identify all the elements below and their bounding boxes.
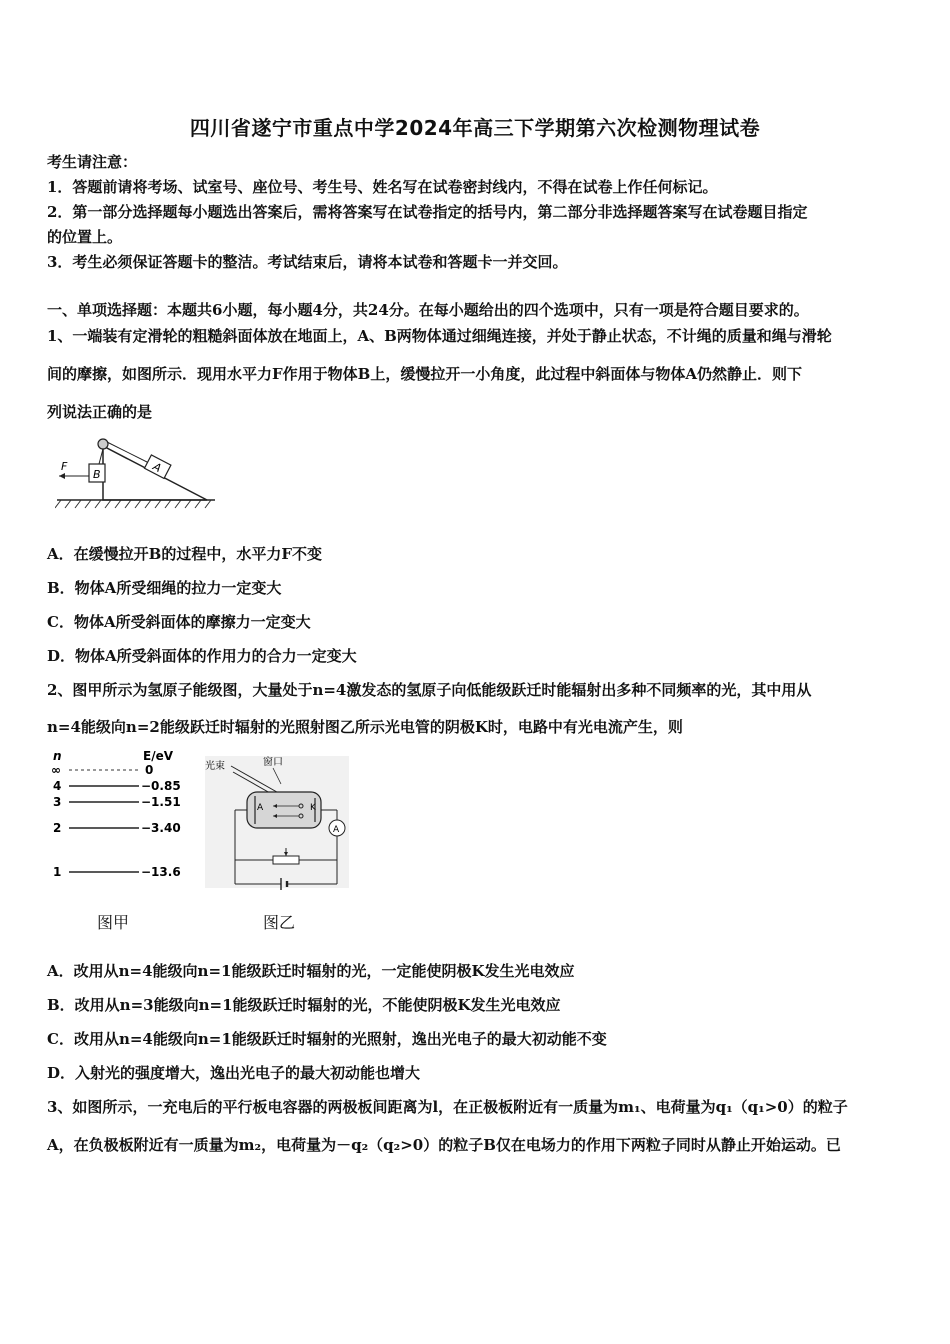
level-n: ∞ <box>51 763 61 777</box>
level-energy: 0 <box>145 763 154 777</box>
notice-item: 1．答题前请将考场、试室号、座位号、考生号、姓名写在试卷密封线内，不得在试卷上作任何标记。 <box>47 178 718 196</box>
q2-option-d: D．入射光的强度增大，逸出光电子的最大初动能也增大 <box>47 1064 421 1082</box>
level-n: 1 <box>53 865 62 879</box>
section-heading: 一、单项选择题：本题共6小题，每小题4分，共24分。在每小题给出的四个选项中，只有一项是符合题目要求的。 <box>47 301 809 319</box>
question-2-text: n=4能级向n=2能级跃迁时辐射的光照射图乙所示光电管的阴极K时，电路中有光电流产生，则 <box>47 718 683 736</box>
level-energy: −3.40 <box>141 821 181 835</box>
question-1-text: 间的摩擦，如图所示．现用水平力F作用于物体B上，缓慢拉开一小角度，此过程中斜面体与物体A仍然静止．则下 <box>47 365 802 383</box>
level-energy: −1.51 <box>141 795 181 809</box>
level-energy: −0.85 <box>141 779 181 793</box>
block-a-label: A <box>150 459 164 475</box>
q1-option-a: A．在缓慢拉开B的过程中，水平力F不变 <box>47 545 322 563</box>
energy-level-diagram <box>47 748 197 888</box>
notice-item: 的位置上。 <box>47 228 123 246</box>
incline-pulley-figure <box>55 434 220 514</box>
n-header: n <box>53 749 62 763</box>
q2-option-c: C．改用从n=4能级向n=1能级跃迁时辐射的光照射，逸出光电子的最大初动能不变 <box>47 1030 607 1048</box>
figure-caption-a: 图甲 <box>97 913 130 932</box>
notice-heading: 考生请注意： <box>47 153 138 171</box>
q2-option-a: A．改用从n=4能级向n=1能级跃迁时辐射的光，一定能使阴极K发生光电效应 <box>47 962 575 980</box>
level-n: 3 <box>53 795 62 809</box>
figure-caption-b: 图乙 <box>263 913 296 932</box>
level-energy: −13.6 <box>141 865 181 879</box>
question-1-text: 1、一端装有定滑轮的粗糙斜面体放在地面上，A、B两物体通过细绳连接，并处于静止状态，不计绳的质量和绳与滑轮 <box>47 327 832 345</box>
ammeter-label: A <box>333 825 340 835</box>
block-b-label: B <box>93 468 101 481</box>
q1-option-d: D．物体A所受斜面体的作用力的合力一定变大 <box>47 647 357 665</box>
q1-option-b: B．物体A所受细绳的拉力一定变大 <box>47 579 282 597</box>
energy-header: E/eV <box>143 749 174 763</box>
light-beam-label: 光束 <box>205 761 225 772</box>
anode-label: A <box>257 803 264 813</box>
level-n: 2 <box>53 821 62 835</box>
q2-option-b: B．改用从n=3能级向n=1能级跃迁时辐射的光，不能使阴极K发生光电效应 <box>47 996 561 1014</box>
question-1-text: 列说法正确的是 <box>47 403 153 421</box>
cathode-label: K <box>310 803 316 813</box>
page-title: 四川省遂宁市重点中学2024年高三下学期第六次检测物理试卷 <box>189 116 761 140</box>
notice-item: 2．第一部分选择题每小题选出答案后，需将答案写在试卷指定的括号内，第二部分非选择题答案写在试卷题目指定 <box>47 203 808 221</box>
force-label: F <box>61 460 68 473</box>
question-3-text: 3、如图所示，一充电后的平行板电容器的两极板间距离为l，在正极板附近有一质量为m₁、电荷量为q₁（q₁>0）的粒子 <box>47 1098 848 1116</box>
window-label: 窗口 <box>263 757 283 768</box>
level-n: 4 <box>53 779 62 793</box>
notice-item: 3．考生必须保证答题卡的整洁。考试结束后，请将本试卷和答题卡一并交回。 <box>47 253 568 271</box>
question-3-text: A，在负极板附近有一质量为m₂，电荷量为－q₂（q₂>0）的粒子B仅在电场力的作用下两粒子同时从静止开始运动。已 <box>47 1136 841 1154</box>
phototube-circuit-diagram <box>203 752 353 892</box>
q1-option-c: C．物体A所受斜面体的摩擦力一定变大 <box>47 613 311 631</box>
question-2-text: 2、图甲所示为氢原子能级图，大量处于n=4激发态的氢原子向低能级跃迁时能辐射出多种不同频率的光，其中用从 <box>47 681 812 699</box>
